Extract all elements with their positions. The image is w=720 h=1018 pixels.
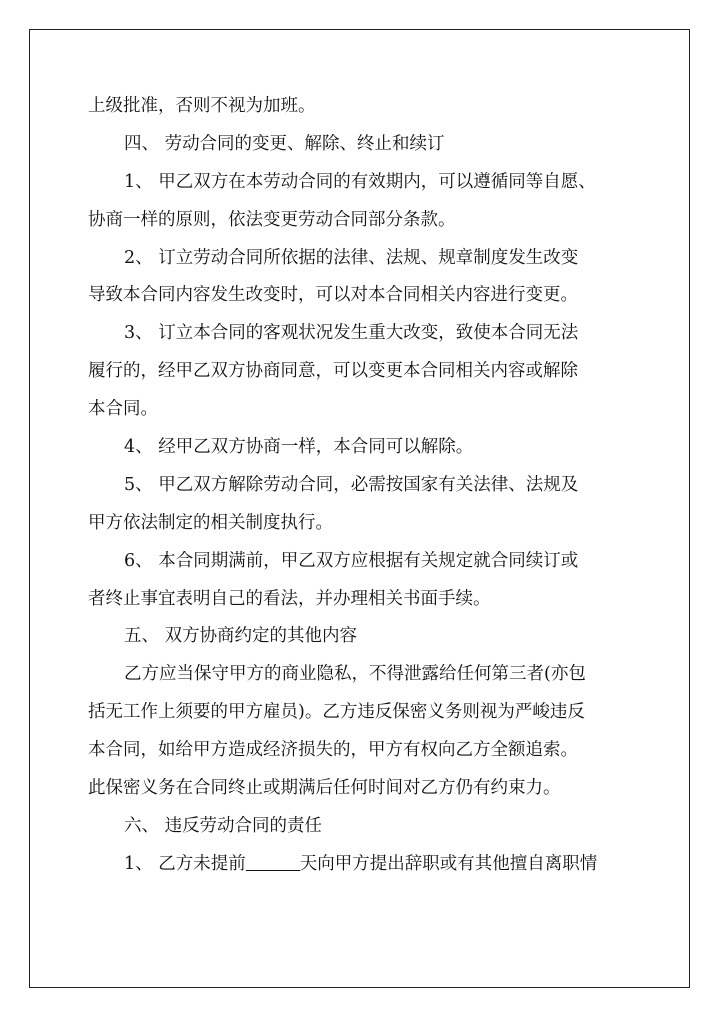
section-heading-5: 五、 双方协商约定的其他内容	[124, 626, 358, 647]
document-body	[88, 88, 636, 884]
text-line-12: 甲方依法制定的相关制度执行。	[88, 512, 333, 533]
text-line-21-suffix: 天向甲方提出辞职或有其他擅自离职情	[299, 853, 598, 874]
text-line-14: 者终止事宜表明自己的看法，并办理相关书面手续。	[88, 588, 491, 609]
text-line-11: 5、 甲乙双方解除劳动合同，必需按国家有关法律、法规及	[124, 474, 579, 495]
text-line-10: 4、 经甲乙双方协商一样，本合同可以解除。	[124, 437, 474, 458]
section-heading-6: 六、 违反劳动合同的责任	[124, 815, 323, 836]
text-line-7: 3、 订立本合同的客观状况发生重大改变，致使本合同无法	[124, 323, 579, 344]
text-line-3: 1、 甲乙双方在本劳动合同的有效期内，可以遵循同等自愿、	[124, 171, 596, 192]
text-line-4: 协商一样的原则，依法变更劳动合同部分条款。	[88, 209, 456, 230]
text-line-19: 此保密义务在合同终止或期满后任何时间对乙方仍有约束力。	[88, 778, 561, 799]
text-line-21-prefix: 1、 乙方未提前	[124, 853, 246, 874]
text-line-17: 括无工作上须要的甲方雇员)。乙方违反保密义务则视为严峻违反	[88, 702, 585, 723]
text-line-21	[88, 846, 636, 884]
text-line-8: 履行的，经甲乙双方协商同意，可以变更本合同相关内容或解除	[88, 361, 578, 382]
section-heading-4: 四、 劳动合同的变更、解除、终止和续订	[124, 133, 445, 154]
text-line-1: 上级批准，否则不视为加班。	[88, 96, 316, 116]
text-line-6: 导致本合同内容发生改变时，可以对本合同相关内容进行变更。	[88, 285, 578, 306]
text-line-5: 2、 订立劳动合同所依据的法律、法规、规章制度发生改变	[124, 247, 579, 268]
text-line-18: 本合同，如给甲方造成经济损失的，甲方有权向乙方全额追索。	[88, 740, 578, 761]
text-line-16: 乙方应当保守甲方的商业隐私，不得泄露给任何第三者(亦包	[124, 664, 586, 685]
text-line-9: 本合同。	[88, 399, 158, 420]
fill-in-blank	[246, 853, 300, 871]
text-line-13: 6、 本合同期满前，甲乙双方应根据有关规定就合同续订或	[124, 550, 579, 571]
